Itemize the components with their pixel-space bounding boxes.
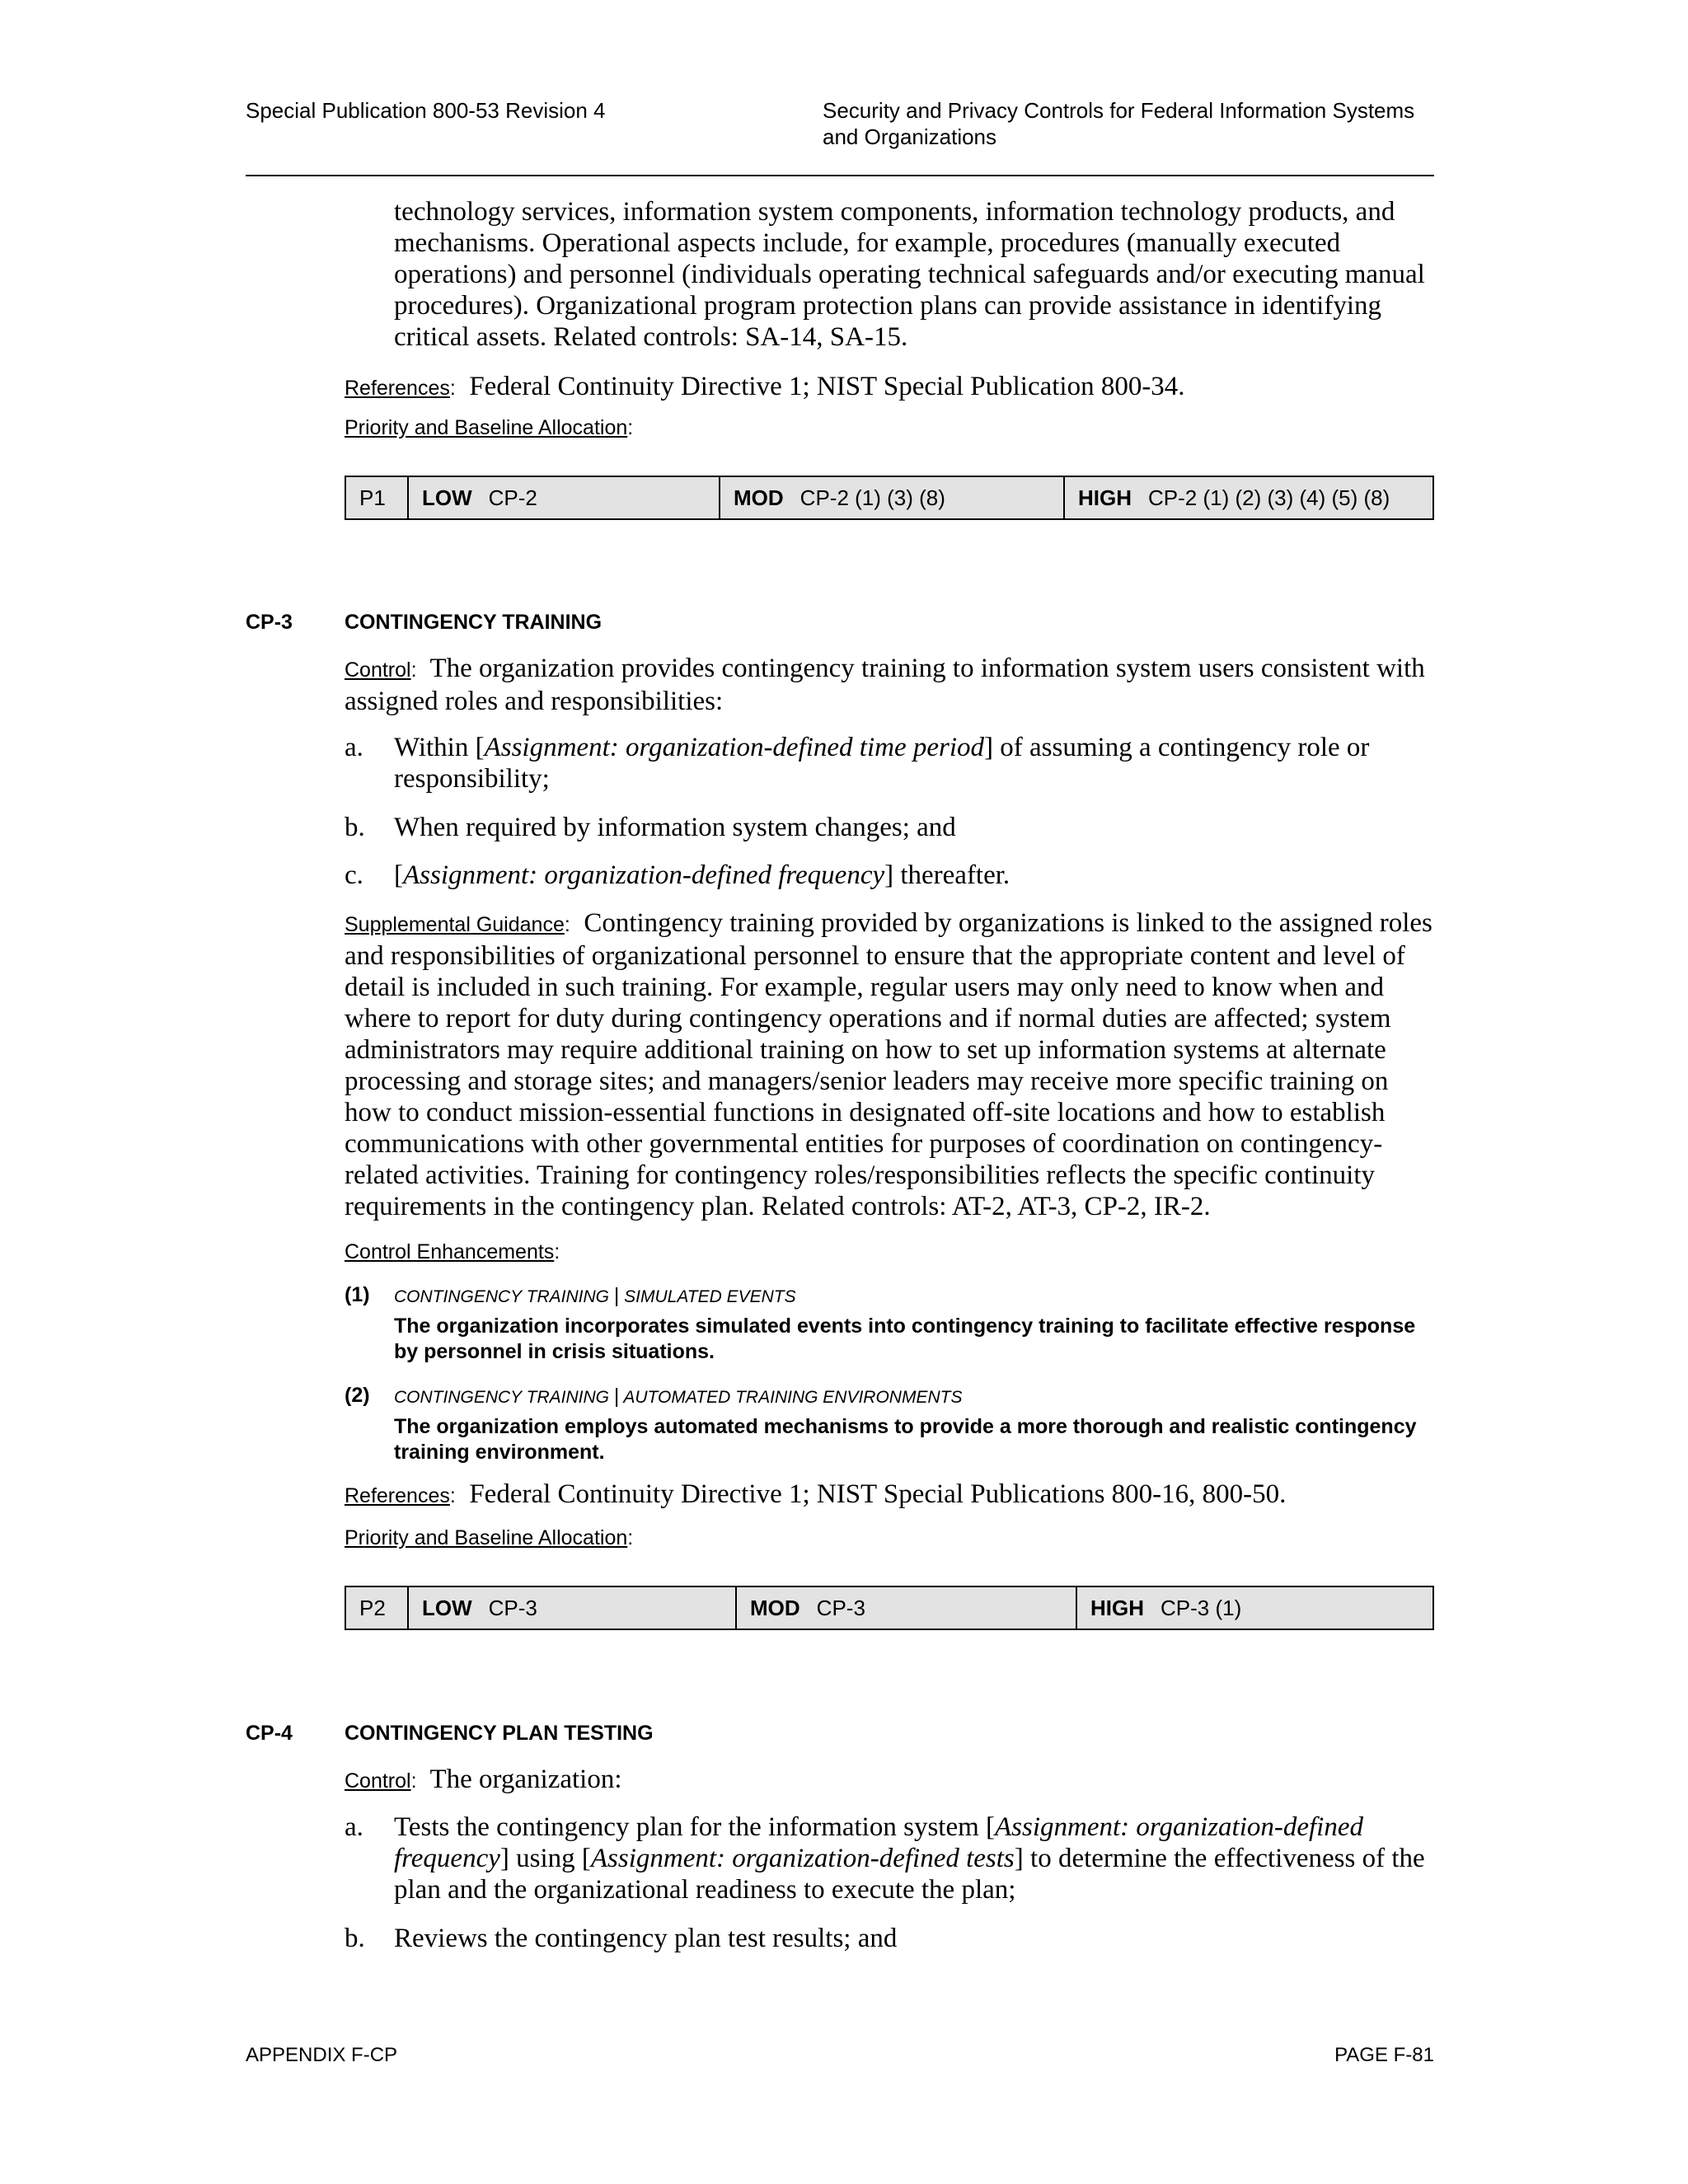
cp3-item-c-text: [Assignment: organization-defined frequency] thereafter.	[394, 860, 1010, 890]
cp3-id: CP-3	[246, 611, 293, 634]
high-cell	[1076, 1586, 1433, 1629]
low-cell	[408, 1586, 736, 1629]
cp3-references: References: Federal Continuity Directive 1; NIST Special Publications 800-16, 800-50.	[345, 1479, 1287, 1509]
mod-label: MOD	[750, 1595, 800, 1620]
priority-label: Priority and Baseline Allocation	[345, 416, 628, 439]
high-cell	[1064, 476, 1433, 519]
cp3-item-c-letter: c.	[345, 860, 363, 890]
high-value: CP-3 (1)	[1160, 1595, 1242, 1620]
low-cell	[408, 476, 720, 519]
low-label: LOW	[422, 485, 472, 510]
cp3-baseline-table	[345, 1586, 1434, 1630]
low-value: CP-2	[488, 485, 537, 510]
cp4-item-b-text: Reviews the contingency plan test results; and	[394, 1924, 898, 1953]
intro-paragraph: technology services, information system components, information technology products, and mechanisms. Operational aspects include, for example, procedures (manually executed operations) and personnel (individuals operating technical safeguards and/or executing manual procedures). Organizational program protection plans can provide assistance in identifying critical assets. Related controls: SA-14, SA-15.	[394, 197, 1425, 352]
footer-appendix: APPENDIX F-CP	[246, 2044, 398, 2066]
cp3-item-a-letter: a.	[345, 733, 363, 762]
cp4-id: CP-4	[246, 1722, 293, 1745]
mod-value: CP-2 (1) (3) (8)	[799, 485, 945, 510]
high-label: HIGH	[1078, 485, 1132, 510]
references-text: Federal Continuity Directive 1; NIST Special Publication 800-34.	[469, 372, 1185, 401]
cp2-priority-heading: Priority and Baseline Allocation:	[345, 416, 634, 439]
cp3-title: CONTINGENCY TRAINING	[345, 611, 603, 634]
cp3-priority-heading: Priority and Baseline Allocation:	[345, 1526, 634, 1549]
priority-cell: P1	[345, 476, 408, 519]
cp3-item-b-text: When required by information system changes; and	[394, 813, 956, 842]
mod-cell	[736, 1586, 1076, 1629]
cp4-control: Control: The organization:	[345, 1765, 622, 1794]
control-label: Control	[345, 1769, 411, 1793]
cp2-baseline-table	[345, 476, 1434, 520]
enhancement-2-number: (2)	[345, 1384, 370, 1407]
cp3-enhancements-heading: Control Enhancements:	[345, 1240, 560, 1263]
cp2-references: References: Federal Continuity Directive 1; NIST Special Publication 800-34.	[345, 372, 1185, 401]
control-text: The organization provides contingency training to information system users consistent with assigned roles and responsibilities:	[345, 654, 1425, 716]
low-label: LOW	[422, 1595, 472, 1620]
mod-label: MOD	[734, 485, 784, 510]
cp4-item-a-text: Tests the contingency plan for the information system [Assignment: organization-defined frequency] using [Assignment: organization-defined tests] to determine the effectiveness of the plan and the organizational readiness to execute the plan;	[394, 1812, 1425, 1905]
enhancement-1-number: (1)	[345, 1283, 370, 1306]
mod-value: CP-3	[816, 1595, 865, 1620]
high-label: HIGH	[1090, 1595, 1144, 1620]
supplemental-label: Supplemental Guidance	[345, 913, 565, 936]
enhancements-label: Control Enhancements	[345, 1240, 555, 1263]
header-right-line2: and Organizations	[823, 124, 997, 149]
enhancement-1-title: CONTINGENCY TRAINING | SIMULATED EVENTS	[394, 1284, 796, 1307]
cp3-item-a-text: Within [Assignment: organization-defined time period] of assuming a contingency role or responsibility;	[394, 733, 1370, 794]
references-label: References	[345, 1484, 450, 1507]
enhancement-2-title: CONTINGENCY TRAINING | AUTOMATED TRAINING ENVIRONMENTS	[394, 1385, 963, 1408]
footer-page-number: PAGE F-81	[1334, 2044, 1434, 2066]
references-text: Federal Continuity Directive 1; NIST Special Publications 800-16, 800-50.	[469, 1479, 1287, 1509]
cp3-item-b-letter: b.	[345, 813, 365, 842]
cp3-supplemental-guidance: Supplemental Guidance: Contingency training provided by organizations is linked to the assigned roles and responsibilities of organizational personnel to ensure that the appropriate content and level of detail is included in such training. For example, regular users may only need to know when and where to report for duty during contingency operations and if normal duties are affected; system administrators may require additional training on how to set up information systems at alternate processing and storage sites; and managers/senior leaders may receive more specific training on how to conduct mission-essential functions in designated off-site locations and how to establish communications with other governmental entities for purposes of coordination on contingency-related activities. Training for contingency roles/responsibilities reflects the specific continuity requirements in the contingency plan. Related controls: AT-2, AT-3, CP-2, IR-2.	[345, 908, 1432, 1221]
supplemental-text: Contingency training provided by organizations is linked to the assigned roles and responsibilities of organizational personnel to ensure that the appropriate content and level of detail is included in such training. For example, regular users may only need to know when and where to report for duty during contingency operations and if normal duties are affected; system administrators may require additional training on how to set up information systems at alternate processing and storage sites; and managers/senior leaders may receive more specific training on how to conduct mission-essential functions in designated off-site locations and how to establish communications with other governmental entities for purposes of coordination on contingency-related activities. Training for contingency roles/responsibilities reflects the specific continuity requirements in the contingency plan. Related controls: AT-2, AT-3, CP-2, IR-2.	[345, 908, 1432, 1221]
cp4-item-b-letter: b.	[345, 1924, 365, 1953]
priority-label: Priority and Baseline Allocation	[345, 1526, 628, 1549]
header-right-line1: Security and Privacy Controls for Federal Information Systems	[823, 98, 1415, 123]
enhancement-1-text: The organization incorporates simulated events into contingency training to facilitate effective response by personnel in crisis situations.	[394, 1315, 1416, 1363]
header-rule	[246, 175, 1434, 176]
references-label: References	[345, 377, 450, 400]
cp4-title: CONTINGENCY PLAN TESTING	[345, 1722, 654, 1745]
control-text: The organization:	[429, 1765, 622, 1794]
cp4-item-a-letter: a.	[345, 1812, 363, 1842]
high-value: CP-2 (1) (2) (3) (4) (5) (8)	[1148, 485, 1390, 510]
priority-cell: P2	[345, 1586, 408, 1629]
mod-cell	[720, 476, 1064, 519]
low-value: CP-3	[488, 1595, 537, 1620]
cp3-control: Control: The organization provides contingency training to information system users consistent with assigned roles and responsibilities:	[345, 654, 1425, 716]
enhancement-2-text: The organization employs automated mechanisms to provide a more thorough and realistic contingency training environment.	[394, 1415, 1417, 1464]
running-header-left: Special Publication 800-53 Revision 4	[246, 98, 606, 123]
running-header-right	[823, 97, 1449, 150]
control-label: Control	[345, 658, 411, 682]
